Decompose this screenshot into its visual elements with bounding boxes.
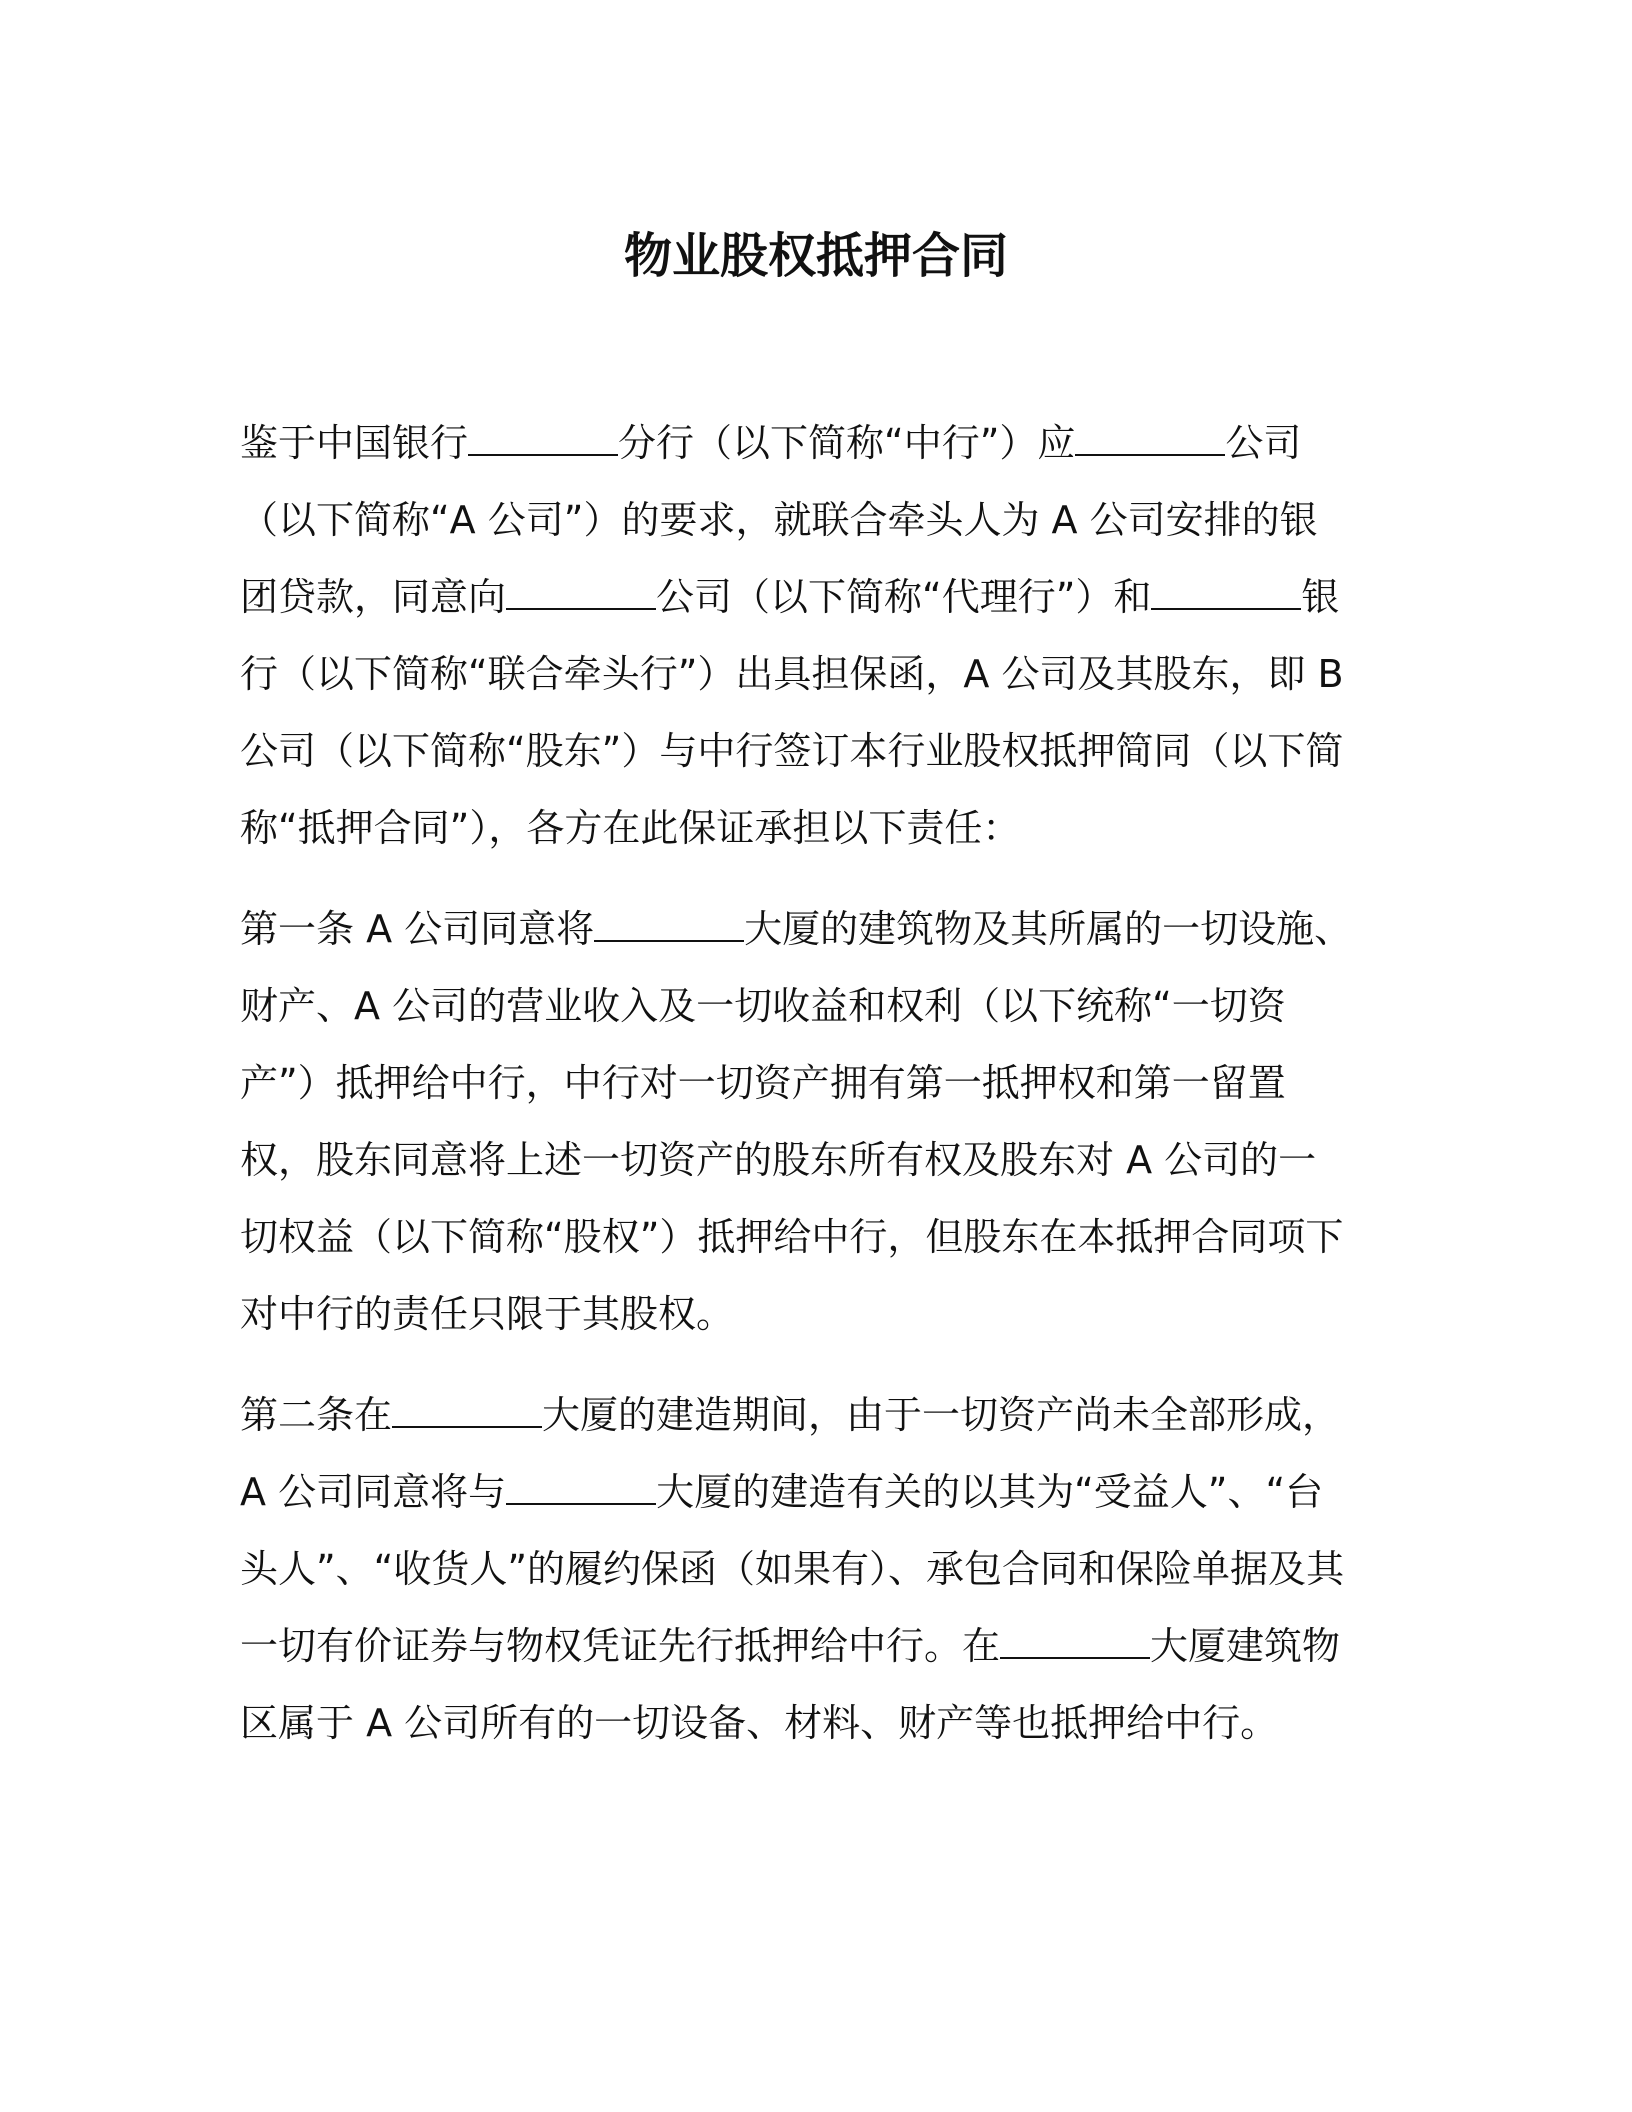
intro-text-5: 银行（以下简称“联合牵头行”）出具担保函，A 公司及其股东，即 B 公司（以下简称“股东”）与中行签订本行业股权抵押简同（以下简称“抵押合同”），各方在此保证承担以下责任： [240, 575, 1344, 850]
page-title: 物业股权抵押合同 [623, 228, 1008, 285]
article-2-text-3: 大厦的建造有关的以其为“受益人”、“台头人”、“收货人”的履约保函（如果有）、承包合同和保险单据及其一切有价证券与物权凭证先行抵押给中行。在 [240, 1470, 1345, 1668]
intro-paragraph [240, 405, 1354, 867]
article-1-paragraph [240, 891, 1354, 1353]
intro-text-1: 鉴于中国银行 [240, 421, 469, 465]
intro-text-4: 公司（以下简称“代理行”）和 [656, 575, 1152, 619]
article-1-text-2: 大厦的建筑物及其所属的一切设施、财产、A 公司的营业收入及一切收益和权利（以下统称“一切资产”）抵押给中行，中行对一切资产拥有第一抵押权和第一留置权，股东同意将上述一切资产的股东所有权及股东对 A 公司的一切权益（以下简称“股权”）抵押给中行，但股东在本抵押合同项下对中行的责任只限于其股权。 [240, 907, 1353, 1336]
blank-field-building-related [506, 1465, 656, 1505]
blank-field-building-area [1000, 1619, 1150, 1659]
article-2-text-1: 第二条在 [240, 1393, 393, 1437]
blank-field-building-construction [392, 1388, 542, 1428]
article-2-text-4: 大厦建筑物区属于 A 公司所有的一切设备、材料、财产等也抵押给中行。 [240, 1624, 1341, 1745]
blank-field-branch [468, 416, 618, 456]
intro-text-2: 分行（以下简称“中行”）应 [618, 421, 1076, 465]
blank-field-company-a [1075, 416, 1225, 456]
blank-field-lead-bank [1151, 570, 1301, 610]
article-1-text-1: 第一条 A 公司同意将 [240, 907, 595, 951]
intro-text-3: 公司（以下简称“A 公司”）的要求，就联合牵头人为 A 公司安排的银团贷款，同意向 [240, 421, 1318, 619]
article-2-text-2: 大厦的建造期间，由于一切资产尚未全部形成，A 公司同意将与 [240, 1393, 1341, 1514]
article-2-paragraph [240, 1377, 1354, 1762]
blank-field-agent-company [506, 570, 656, 610]
blank-field-building [594, 902, 744, 942]
